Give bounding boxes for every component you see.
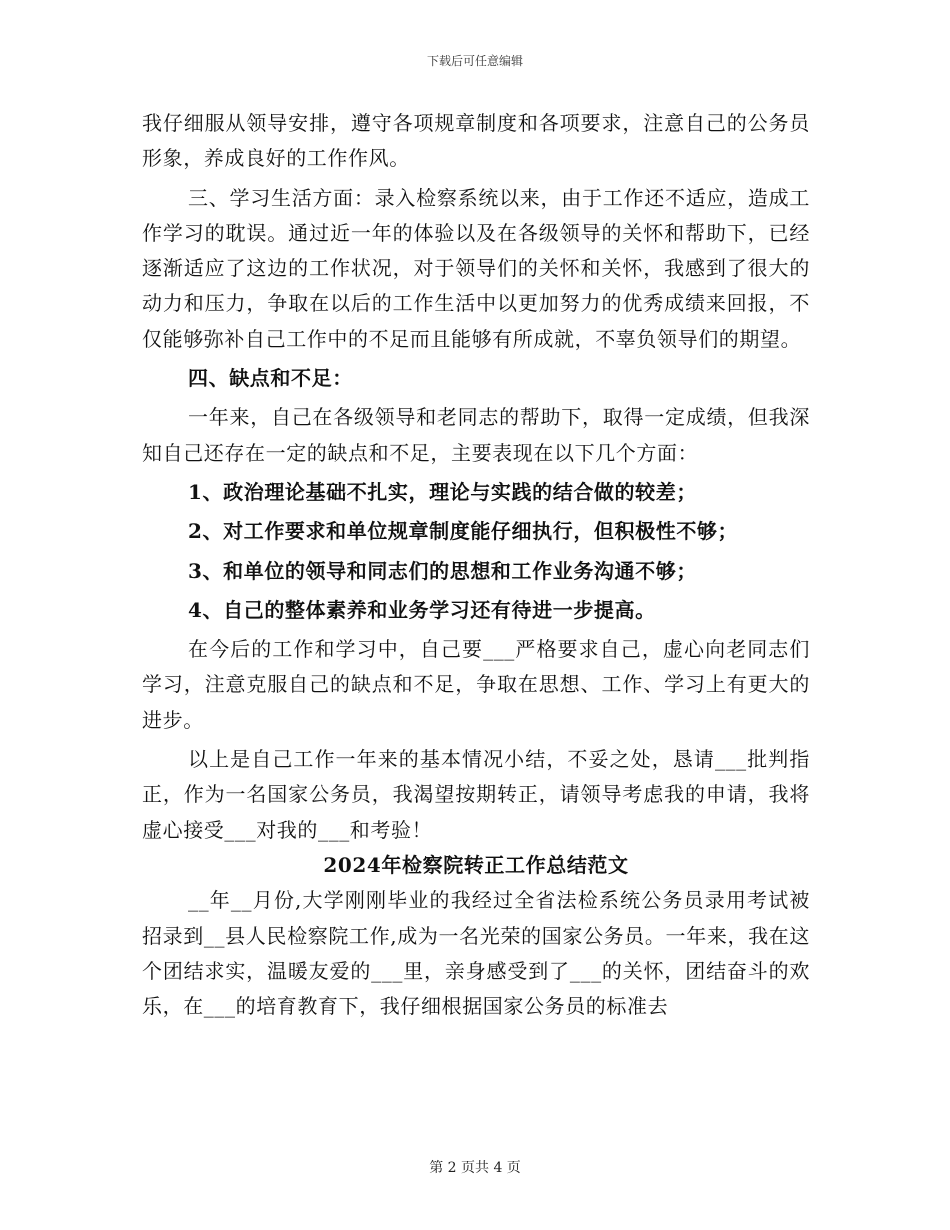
paragraph-conclusion: 以上是自己工作一年来的基本情况小结，不妥之处，恳请___批判指正，作为一名国家公务员，我渴望按期转正，请领导考虑我的申请，我将虚心接受___对我的___和考验！ (142, 747, 810, 842)
paragraph-new-section: __年__月份,大学刚刚毕业的我经过全省法检系统公务员录用考试被招录到__县人民检察院工作,成为一名光荣的国家公务员。一年来，我在这个团结求实，温暖友爱的___里，亲身感受到了___的关怀，团结奋斗的欢乐，在___的培育教育下，我仔细根据国家公务员的标准去 (142, 888, 810, 1019)
paragraph-future-plan: 在今后的工作和学习中，自己要___严格要求自己，虚心向老同志们学习，注意克服自己的缺点和不足，争取在思想、工作、学习上有更大的进步。 (142, 637, 810, 732)
list-item: 1、政治理论基础不扎实，理论与实践的结合做的较差； (188, 479, 697, 504)
paragraph-continuation: 我仔细服从领导安排，遵守各项规章制度和各项要求，注意自己的公务员形象，养成良好的工作作风。 (142, 111, 810, 171)
page-footer: 第 2 页共 4 页 (429, 1160, 521, 1176)
paragraph-shortcomings-intro: 一年来，自己在各级领导和老同志的帮助下，取得一定成绩，但我深知自己还存在一定的缺点和不足，主要表现在以下几个方面： (142, 405, 810, 465)
header-note: 下载后可任意编辑 (426, 54, 523, 68)
document-body (142, 106, 810, 1024)
list-item: 4、自己的整体素养和业务学习还有待进一步提高。 (188, 597, 656, 622)
section-title: 2024年检察院转正工作总结范文 (323, 852, 629, 877)
list-item: 3、和单位的领导和同志们的思想和工作业务沟通不够； (188, 558, 697, 583)
paragraph-study-life: 三、学习生活方面：录入检察系统以来，由于工作还不适应，造成工作学习的耽误。通过近一年的体验以及在各级领导的关怀和帮助下，已经逐渐适应了这边的工作状况，对于领导们的关怀和关怀，我感到了很大的动力和压力，争取在以后的工作生活中以更加努力的优秀成绩来回报，不仅能够弥补自己工作中的不足而且能够有所成就，不辜负领导们的期望。 (142, 185, 810, 351)
list-item: 2、对工作要求和单位规章制度能仔细执行，但积极性不够； (188, 519, 739, 544)
heading-shortcomings: 四、缺点和不足： (188, 366, 353, 391)
